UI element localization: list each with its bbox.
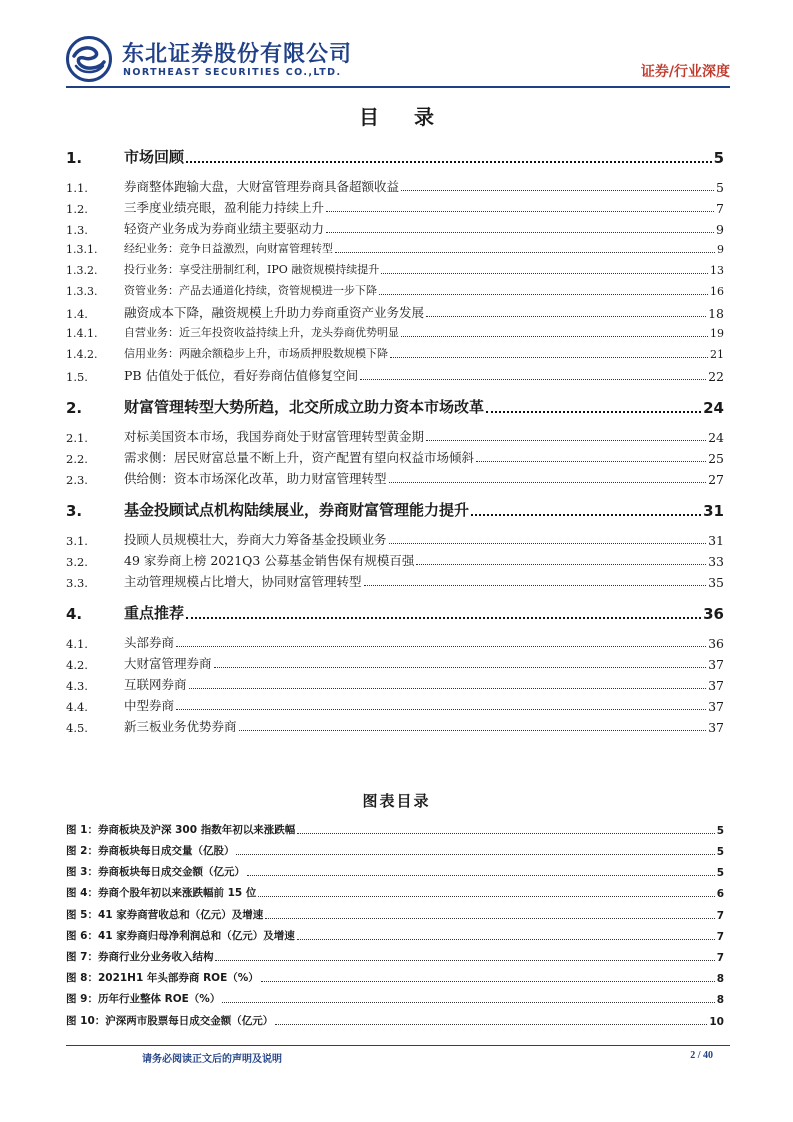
dot-leader (297, 939, 715, 940)
dot-leader (189, 688, 707, 689)
toc-entry[interactable] (66, 448, 724, 466)
figure-entry-title[interactable]: 图 1：券商板块及沪深 300 指数年初以来涨跌幅 (66, 824, 296, 836)
dot-leader (389, 543, 707, 544)
toc-entry-title[interactable]: 信用业务：两融余额稳步上升，市场质押股数规模下降 (124, 347, 388, 360)
toc-entry[interactable] (66, 146, 724, 167)
dot-leader (426, 440, 706, 441)
toc-entry[interactable] (66, 366, 724, 384)
figure-entry[interactable] (66, 864, 724, 879)
toc-entry-number: 1.2. (66, 202, 88, 216)
figure-entry-title[interactable]: 图 9：历年行业整体 ROE（%） (66, 993, 221, 1005)
dot-leader (265, 918, 714, 919)
toc-entry[interactable] (66, 198, 724, 216)
toc-entry-number: 2.1. (66, 431, 88, 445)
toc-entry-number: 1.4.1. (66, 327, 98, 340)
toc-entry-title[interactable]: 49 家券商上榜 2021Q3 公募基金销售保有规模百强 (124, 553, 415, 568)
toc-entry-page: 37 (708, 657, 724, 672)
toc-entry[interactable] (66, 530, 724, 548)
dot-leader (379, 294, 708, 295)
toc-entry-number: 2. (66, 399, 83, 417)
toc-entry-number: 1.5. (66, 370, 88, 384)
dot-leader (389, 482, 707, 483)
dot-leader (326, 211, 714, 212)
dot-leader (486, 411, 701, 413)
page-number: 2 / 40 (690, 1050, 713, 1061)
figure-entry-title[interactable]: 图 5：41 家券商营收总和（亿元）及增速 (66, 909, 264, 921)
toc-entry[interactable] (66, 675, 724, 693)
toc-entry-title[interactable]: PB 估值处于低位，看好券商估值修复空间 (124, 368, 359, 383)
toc-entry-number: 1. (66, 149, 83, 167)
toc-entry[interactable] (66, 654, 724, 672)
dot-leader (239, 730, 707, 731)
toc-entry-title[interactable]: 基金投顾试点机构陆续展业，券商财富管理能力提升 (124, 501, 470, 519)
figure-entry[interactable] (66, 949, 724, 964)
toc-entry-number: 4.1. (66, 637, 88, 651)
toc-entry-title[interactable]: 资管业务：产品去通道化持续，资管规模进一步下降 (124, 284, 377, 297)
toc-entry[interactable] (66, 572, 724, 590)
disclaimer-note[interactable]: 请务必阅读正文后的声明及说明 (142, 1054, 282, 1065)
northeast-securities-logo-icon (66, 36, 112, 82)
figure-entry[interactable] (66, 843, 724, 858)
dot-leader (471, 514, 701, 516)
toc-entry-number: 3.3. (66, 576, 88, 590)
toc-entry[interactable] (66, 177, 724, 195)
toc-entry-number: 4.3. (66, 679, 88, 693)
toc-entry-page: 19 (710, 327, 724, 340)
toc-entry-title[interactable]: 供给侧：资本市场深化改革，助力财富管理转型 (124, 471, 387, 486)
toc-title: 目 录 (359, 105, 448, 129)
toc-entry-number: 1.3.3. (66, 285, 98, 298)
figure-list-title: 图表目录 (362, 792, 431, 810)
toc-entry-page: 37 (708, 720, 724, 735)
toc-entry-number: 4.4. (66, 700, 88, 714)
toc-entry[interactable] (66, 219, 724, 237)
toc-entry-page: 25 (708, 451, 724, 466)
dot-leader (236, 854, 714, 855)
dot-leader (360, 379, 706, 380)
toc-entry-page: 36 (708, 636, 724, 651)
toc-entry-title[interactable]: 市场回顾 (124, 148, 185, 166)
toc-entry-title[interactable]: 融资成本下降，融资规模上升助力券商重资产业务发展 (124, 305, 425, 320)
toc-entry-number: 3.2. (66, 555, 88, 569)
toc-entry-page: 16 (710, 285, 724, 298)
toc-entry[interactable] (66, 261, 724, 277)
toc-entry-page: 18 (708, 306, 724, 321)
toc-entry-title[interactable]: 财富管理转型大势所趋，北交所成立助力资本市场改革 (124, 398, 485, 416)
toc-entry-page: 13 (710, 264, 724, 277)
company-name-en: NORTHEAST SECURITIES CO.,LTD. (123, 67, 342, 78)
dot-leader (261, 981, 715, 982)
toc-entry-title[interactable]: 需求侧：居民财富总量不断上升，资产配置有望向权益市场倾斜 (124, 450, 475, 465)
toc-entry-page: 31 (708, 533, 724, 548)
toc-entry[interactable] (66, 282, 724, 298)
footer-divider (66, 1045, 730, 1046)
toc-entry-title[interactable]: 投顾人员规模壮大，券商大力筹备基金投顾业务 (124, 532, 387, 547)
toc-entry[interactable] (66, 717, 724, 735)
figure-entry-page: 7 (716, 931, 724, 943)
toc-entry-number: 3. (66, 502, 83, 520)
dot-leader (214, 667, 707, 668)
company-name-cn: 东北证券股份有限公司 (122, 42, 353, 67)
figure-entry-title[interactable]: 图 6：41 家券商归母净利润总和（亿元）及增速 (66, 930, 295, 942)
page-header (66, 34, 730, 86)
dot-leader (215, 960, 714, 961)
toc-entry-page: 24 (708, 430, 724, 445)
figure-entry[interactable] (66, 822, 724, 837)
dot-leader (476, 461, 706, 462)
toc-entry-number: 3.1. (66, 534, 88, 548)
toc-entry-number: 1.4. (66, 307, 88, 321)
dot-leader (275, 1024, 707, 1025)
figure-entry-page: 6 (716, 888, 724, 900)
toc-entry[interactable] (66, 551, 724, 569)
toc-entry-page: 9 (717, 243, 724, 256)
toc-entry-title[interactable]: 轻资产业务成为券商业绩主要驱动力 (124, 221, 325, 236)
toc-entry[interactable] (66, 324, 724, 340)
report-type-label: 证券/行业深度 (640, 64, 730, 80)
dot-leader (401, 190, 714, 191)
dot-leader (416, 564, 706, 565)
toc-entry-title[interactable]: 自营业务：近三年投资收益持续上升，龙头券商优势明显 (124, 326, 399, 339)
dot-leader (426, 316, 706, 317)
figure-entry-page: 5 (716, 846, 724, 858)
dot-leader (186, 617, 701, 619)
toc-entry-page: 37 (708, 678, 724, 693)
toc-entry-title[interactable]: 对标美国资本市场，我国券商处于财富管理转型黄金期 (124, 429, 425, 444)
toc-entry-title[interactable]: 互联网券商 (124, 677, 187, 692)
toc-entry-number: 4.2. (66, 658, 88, 672)
toc-entry[interactable] (66, 396, 724, 417)
toc-entry-title[interactable]: 三季度业绩亮眼，盈利能力持续上升 (124, 200, 325, 215)
toc-entry-number: 1.3.2. (66, 264, 98, 277)
dot-leader (364, 585, 707, 586)
toc-entry-title[interactable]: 经纪业务：竞争日益激烈，向财富管理转型 (124, 242, 333, 255)
dot-leader (176, 709, 706, 710)
dot-leader (176, 646, 706, 647)
toc-entry-title[interactable]: 主动管理规模占比增大，协同财富管理转型 (124, 574, 362, 589)
toc-entry-title[interactable]: 大财富管理券商 (124, 656, 212, 671)
toc-entry-page: 35 (708, 575, 724, 590)
toc-entry-number: 1.3.1. (66, 243, 98, 256)
dot-leader (390, 357, 708, 358)
toc-entry[interactable] (66, 240, 724, 256)
dot-leader (247, 875, 715, 876)
figure-entry[interactable] (66, 907, 724, 922)
figure-entry-title[interactable]: 图 8：2021H1 年头部券商 ROE（%） (66, 972, 259, 984)
dot-leader (258, 896, 714, 897)
header-divider (66, 86, 730, 88)
figure-entry[interactable] (66, 928, 724, 943)
toc-entry[interactable] (66, 696, 724, 714)
toc-entry-number: 2.3. (66, 473, 88, 487)
toc-entry-title[interactable]: 头部券商 (124, 635, 175, 650)
figure-entry[interactable] (66, 1013, 724, 1028)
dot-leader (326, 232, 714, 233)
toc-entry-title[interactable]: 券商整体跑输大盘，大财富管理券商具备超额收益 (124, 179, 400, 194)
toc-entry[interactable] (66, 602, 724, 623)
toc-entry[interactable] (66, 469, 724, 487)
toc-entry-title[interactable]: 投行业务：享受注册制红利，IPO 融资规模持续提升 (124, 263, 380, 276)
figure-entry-page: 7 (716, 910, 724, 922)
figure-entry-page: 5 (716, 867, 724, 879)
toc-entry-number: 1.3. (66, 223, 88, 237)
dot-leader (335, 252, 715, 253)
toc-entry-title[interactable]: 新三板业务优势券商 (124, 719, 237, 734)
figure-entry-title[interactable]: 图 3：券商板块每日成交金额（亿元） (66, 866, 245, 878)
toc-entry-number: 1.1. (66, 181, 88, 195)
toc-entry-page: 5 (716, 180, 724, 195)
toc-entry-page: 31 (703, 502, 724, 520)
figure-entry-page: 10 (709, 1016, 724, 1028)
toc-entry-page: 5 (713, 149, 724, 167)
toc-entry-title[interactable]: 中型券商 (124, 698, 175, 713)
dot-leader (297, 833, 714, 834)
toc-entry-page: 22 (708, 369, 724, 384)
figure-entry-title[interactable]: 图 7：券商行业分业务收入结构 (66, 951, 214, 963)
toc-entry-page: 33 (708, 554, 724, 569)
figure-entry[interactable] (66, 991, 724, 1006)
figure-entry-page: 5 (716, 825, 724, 837)
toc-entry-page: 21 (710, 348, 724, 361)
figure-entry-page: 8 (716, 994, 724, 1006)
toc-entry-page: 24 (703, 399, 724, 417)
figure-entry[interactable] (66, 970, 724, 985)
toc-entry-page: 27 (708, 472, 724, 487)
toc-entry[interactable] (66, 633, 724, 651)
dot-leader (381, 273, 708, 274)
dot-leader (186, 161, 712, 163)
figure-entry-title[interactable]: 图 10：沪深两市股票每日成交金额（亿元） (66, 1015, 274, 1027)
toc-entry[interactable] (66, 499, 724, 520)
figure-entry[interactable] (66, 885, 724, 900)
figure-entry-title[interactable]: 图 2：券商板块每日成交量（亿股） (66, 845, 235, 857)
figure-entry-title[interactable]: 图 4：券商个股年初以来涨跌幅前 15 位 (66, 887, 257, 899)
toc-entry-number: 4.5. (66, 721, 88, 735)
toc-entry-number: 2.2. (66, 452, 88, 466)
toc-entry[interactable] (66, 303, 724, 321)
figure-entry-page: 8 (716, 973, 724, 985)
toc-entry[interactable] (66, 345, 724, 361)
dot-leader (401, 336, 708, 337)
toc-entry-page: 37 (708, 699, 724, 714)
toc-entry[interactable] (66, 427, 724, 445)
figure-entry-page: 7 (716, 952, 724, 964)
toc-entry-page: 7 (716, 201, 724, 216)
dot-leader (222, 1002, 714, 1003)
toc-entry-title[interactable]: 重点推荐 (124, 604, 185, 622)
toc-entry-page: 9 (716, 222, 724, 237)
toc-entry-number: 4. (66, 605, 83, 623)
toc-entry-number: 1.4.2. (66, 348, 98, 361)
toc-entry-page: 36 (703, 605, 724, 623)
